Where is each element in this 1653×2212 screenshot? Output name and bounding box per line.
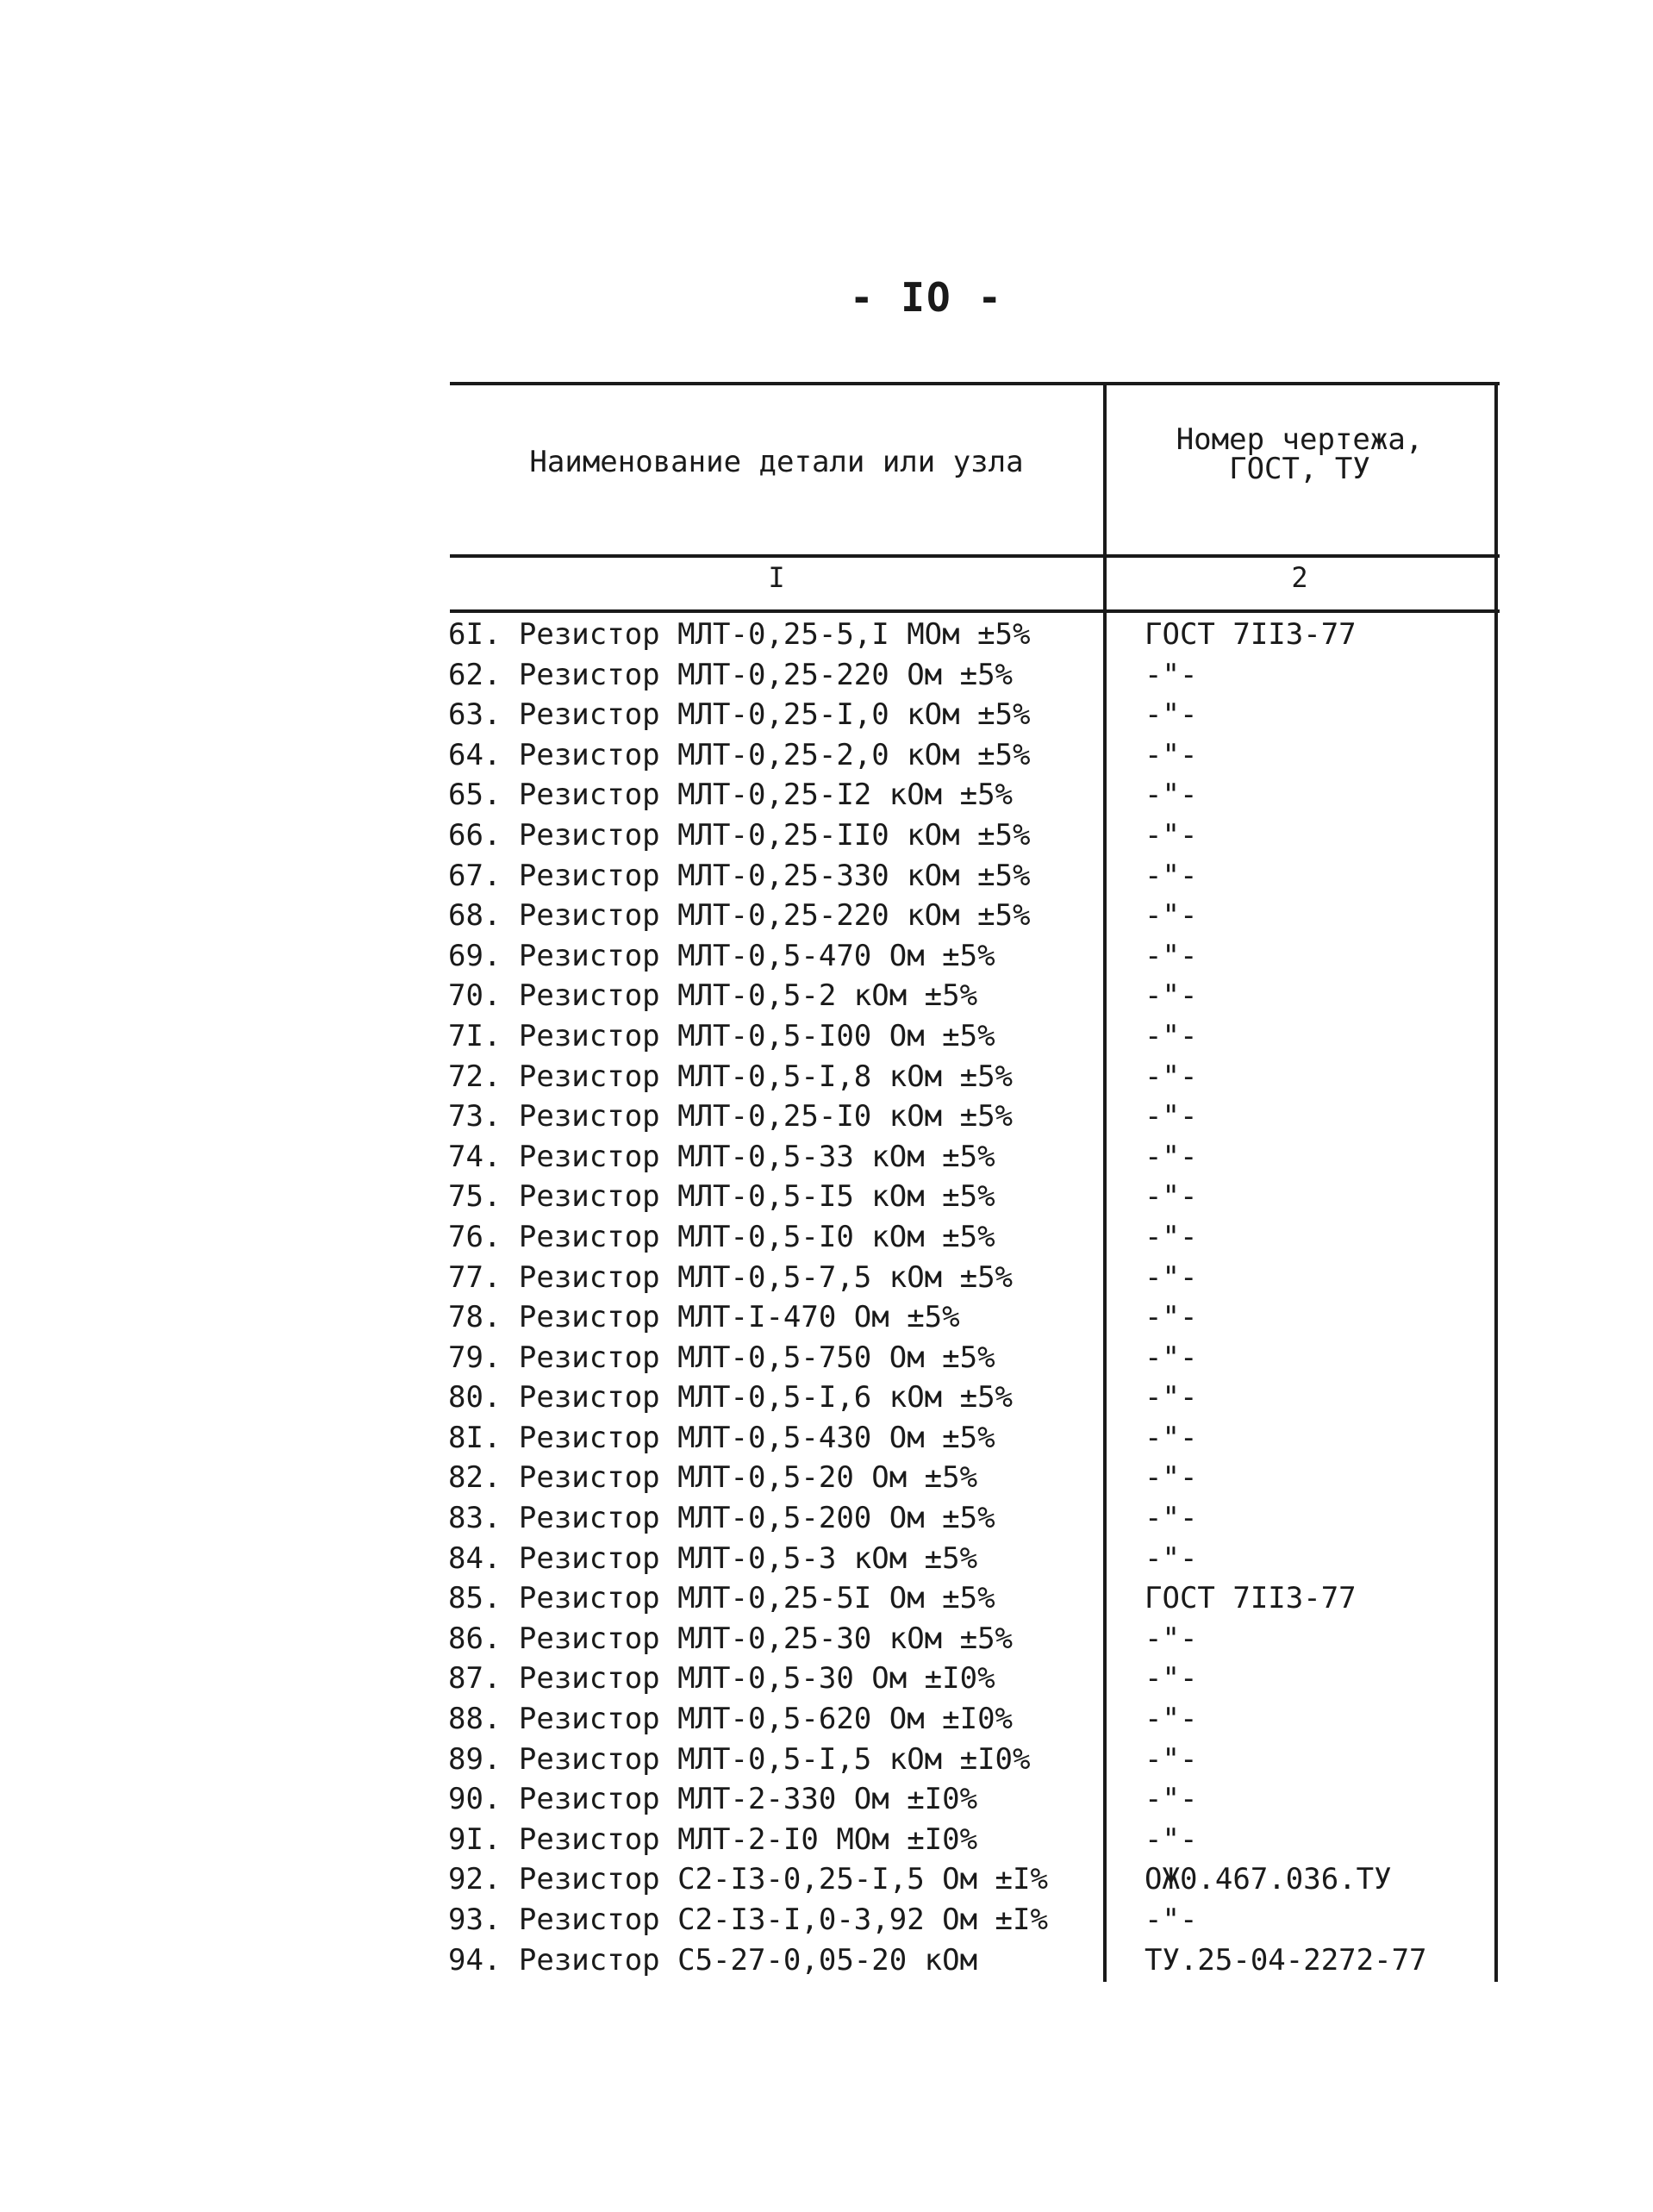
table-row (450, 1057, 1500, 1097)
table-row (450, 896, 1500, 936)
part-name: 6I. Резистор МЛТ-0,25-5,I МОм ±5% (448, 617, 1031, 652)
drawing-number: ТУ.25-04-2272-77 (1145, 1942, 1427, 1978)
drawing-number: -"- (1145, 1540, 1198, 1576)
drawing-number: -"- (1145, 1903, 1198, 1937)
table-row (450, 936, 1500, 977)
table-row (450, 1619, 1500, 1659)
part-name: 85. Резистор МЛТ-0,25-5I Ом ±5% (448, 1581, 995, 1616)
part-name: 82. Резистор МЛТ-0,5-20 Ом ±5% (448, 1460, 978, 1496)
drawing-number: -"- (1145, 1300, 1198, 1335)
drawing-number: -"- (1145, 1782, 1198, 1817)
drawing-number: -"- (1145, 898, 1198, 934)
part-name: 83. Резистор МЛТ-0,5-200 Ом ±5% (448, 1501, 995, 1536)
table-row (450, 1137, 1500, 1178)
drawing-number: -"- (1145, 1661, 1198, 1696)
table-row (450, 1740, 1500, 1780)
part-name: 89. Резистор МЛТ-0,5-I,5 кОм ±I0% (448, 1741, 1031, 1777)
table-row (450, 775, 1500, 815)
part-name: 78. Резистор МЛТ-I-470 Ом ±5% (448, 1300, 960, 1335)
part-name: 62. Резистор МЛТ-0,25-220 Ом ±5% (448, 657, 1014, 692)
table-row (450, 655, 1500, 696)
part-name: 64. Резистор МЛТ-0,25-2,0 кОм ±5% (448, 737, 1031, 772)
drawing-number: -"- (1145, 1501, 1198, 1536)
drawing-number: -"- (1145, 697, 1198, 733)
part-name: 77. Резистор МЛТ-0,5-7,5 кОм ±5% (448, 1259, 1014, 1295)
table-row (450, 1820, 1500, 1860)
drawing-number: -"- (1145, 1380, 1198, 1415)
table-row (450, 1378, 1500, 1418)
drawing-number: -"- (1145, 1420, 1198, 1455)
table-row (450, 1217, 1500, 1258)
part-name: 79. Резистор МЛТ-0,5-750 Ом ±5% (448, 1340, 995, 1375)
drawing-number: -"- (1145, 1219, 1198, 1254)
table-row (450, 1539, 1500, 1579)
drawing-number: -"- (1145, 858, 1198, 893)
part-name: 90. Резистор МЛТ-2-330 Ом ±I0% (448, 1782, 978, 1817)
part-name: 74. Резистор МЛТ-0,5-33 кОм ±5% (448, 1139, 995, 1174)
part-name: 88. Резистор МЛТ-0,5-620 Ом ±I0% (448, 1702, 1014, 1737)
part-name: 70. Резистор МЛТ-0,5-2 кОм ±5% (448, 978, 978, 1014)
table-row (450, 1097, 1500, 1137)
part-name: 65. Резистор МЛТ-0,25-I2 кОм ±5% (448, 778, 1014, 813)
table-row (450, 695, 1500, 735)
table-row (450, 976, 1500, 1016)
header-col1: Наименование детали или узла (529, 445, 1024, 479)
table-row (450, 1016, 1500, 1057)
column-numbers-bottom-rule (450, 609, 1500, 613)
table-row (450, 615, 1500, 655)
table-row (450, 815, 1500, 856)
part-name: 72. Резистор МЛТ-0,5-I,8 кОм ±5% (448, 1059, 1014, 1094)
header-bottom-rule (450, 554, 1500, 558)
table-row (450, 1258, 1500, 1298)
header-col2-line1: Номер чертежа, (1176, 422, 1424, 457)
part-name: 66. Резистор МЛТ-0,25-II0 кОм ±5% (448, 817, 1031, 853)
drawing-number: -"- (1145, 778, 1198, 813)
table-row (450, 1900, 1500, 1940)
column-number-1: I (768, 561, 785, 594)
drawing-number: -"- (1145, 817, 1198, 853)
drawing-number: -"- (1145, 1259, 1198, 1295)
page-number: - IO - (849, 274, 1004, 321)
table-row (450, 1297, 1500, 1338)
table-row (450, 1177, 1500, 1217)
part-name: 84. Резистор МЛТ-0,5-3 кОм ±5% (448, 1540, 978, 1576)
table-row (450, 1498, 1500, 1539)
part-name: 76. Резистор МЛТ-0,5-I0 кОм ±5% (448, 1219, 995, 1254)
part-name: 80. Резистор МЛТ-0,5-I,6 кОм ±5% (448, 1380, 1014, 1415)
drawing-number: -"- (1145, 1460, 1198, 1496)
table-row (450, 1699, 1500, 1740)
drawing-number: -"- (1145, 1059, 1198, 1094)
drawing-number: -"- (1145, 1018, 1198, 1053)
table-row (450, 1659, 1500, 1699)
drawing-number: -"- (1145, 978, 1198, 1014)
part-name: 93. Резистор С2-I3-I,0-3,92 Ом ±I% (448, 1903, 1048, 1937)
table-row (450, 1458, 1500, 1498)
table-row (450, 1578, 1500, 1619)
part-name: 87. Резистор МЛТ-0,5-30 Ом ±I0% (448, 1661, 995, 1696)
table-top-rule (450, 382, 1500, 385)
table-row (450, 735, 1500, 776)
part-name: 67. Резистор МЛТ-0,25-330 кОм ±5% (448, 858, 1031, 893)
parts-table (450, 382, 1500, 1982)
drawing-number: ГОСТ 7II3-77 (1145, 617, 1357, 652)
part-name: 75. Резистор МЛТ-0,5-I5 кОм ±5% (448, 1179, 995, 1215)
header-col2-line2: ГОСТ, ТУ (1229, 452, 1370, 486)
part-name: 69. Резистор МЛТ-0,5-470 Ом ±5% (448, 938, 995, 973)
part-name: 86. Резистор МЛТ-0,25-30 кОм ±5% (448, 1621, 1014, 1656)
drawing-number: -"- (1145, 1621, 1198, 1656)
part-name: 92. Резистор С2-I3-0,25-I,5 Ом ±I% (448, 1862, 1048, 1897)
table-row (450, 1418, 1500, 1459)
drawing-number: -"- (1145, 1099, 1198, 1134)
drawing-number: -"- (1145, 938, 1198, 973)
table-row (450, 1779, 1500, 1820)
drawing-number: -"- (1145, 1139, 1198, 1174)
part-name: 9I. Резистор МЛТ-2-I0 МОм ±I0% (448, 1821, 978, 1857)
table-row (450, 1940, 1500, 1981)
part-name: 8I. Резистор МЛТ-0,5-430 Ом ±5% (448, 1420, 995, 1455)
drawing-number: ОЖ0.467.036.ТУ (1145, 1862, 1392, 1897)
column-number-2: 2 (1291, 561, 1308, 594)
table-row (450, 1859, 1500, 1900)
part-name: 68. Резистор МЛТ-0,25-220 кОм ±5% (448, 898, 1031, 934)
part-name: 63. Резистор МЛТ-0,25-I,0 кОм ±5% (448, 697, 1031, 733)
drawing-number: -"- (1145, 1179, 1198, 1215)
part-name: 94. Резистор С5-27-0,05-20 кОм (448, 1942, 978, 1978)
drawing-number: -"- (1145, 1741, 1198, 1777)
drawing-number: -"- (1145, 657, 1198, 692)
table-row (450, 856, 1500, 897)
part-name: 73. Резистор МЛТ-0,25-I0 кОм ±5% (448, 1099, 1014, 1134)
drawing-number: -"- (1145, 1340, 1198, 1375)
table-body (450, 615, 1500, 1980)
drawing-number: -"- (1145, 737, 1198, 772)
part-name: 7I. Резистор МЛТ-0,5-I00 Ом ±5% (448, 1018, 995, 1053)
drawing-number: -"- (1145, 1821, 1198, 1857)
drawing-number: ГОСТ 7II3-77 (1145, 1581, 1357, 1616)
table-row (450, 1338, 1500, 1378)
drawing-number: -"- (1145, 1702, 1198, 1737)
